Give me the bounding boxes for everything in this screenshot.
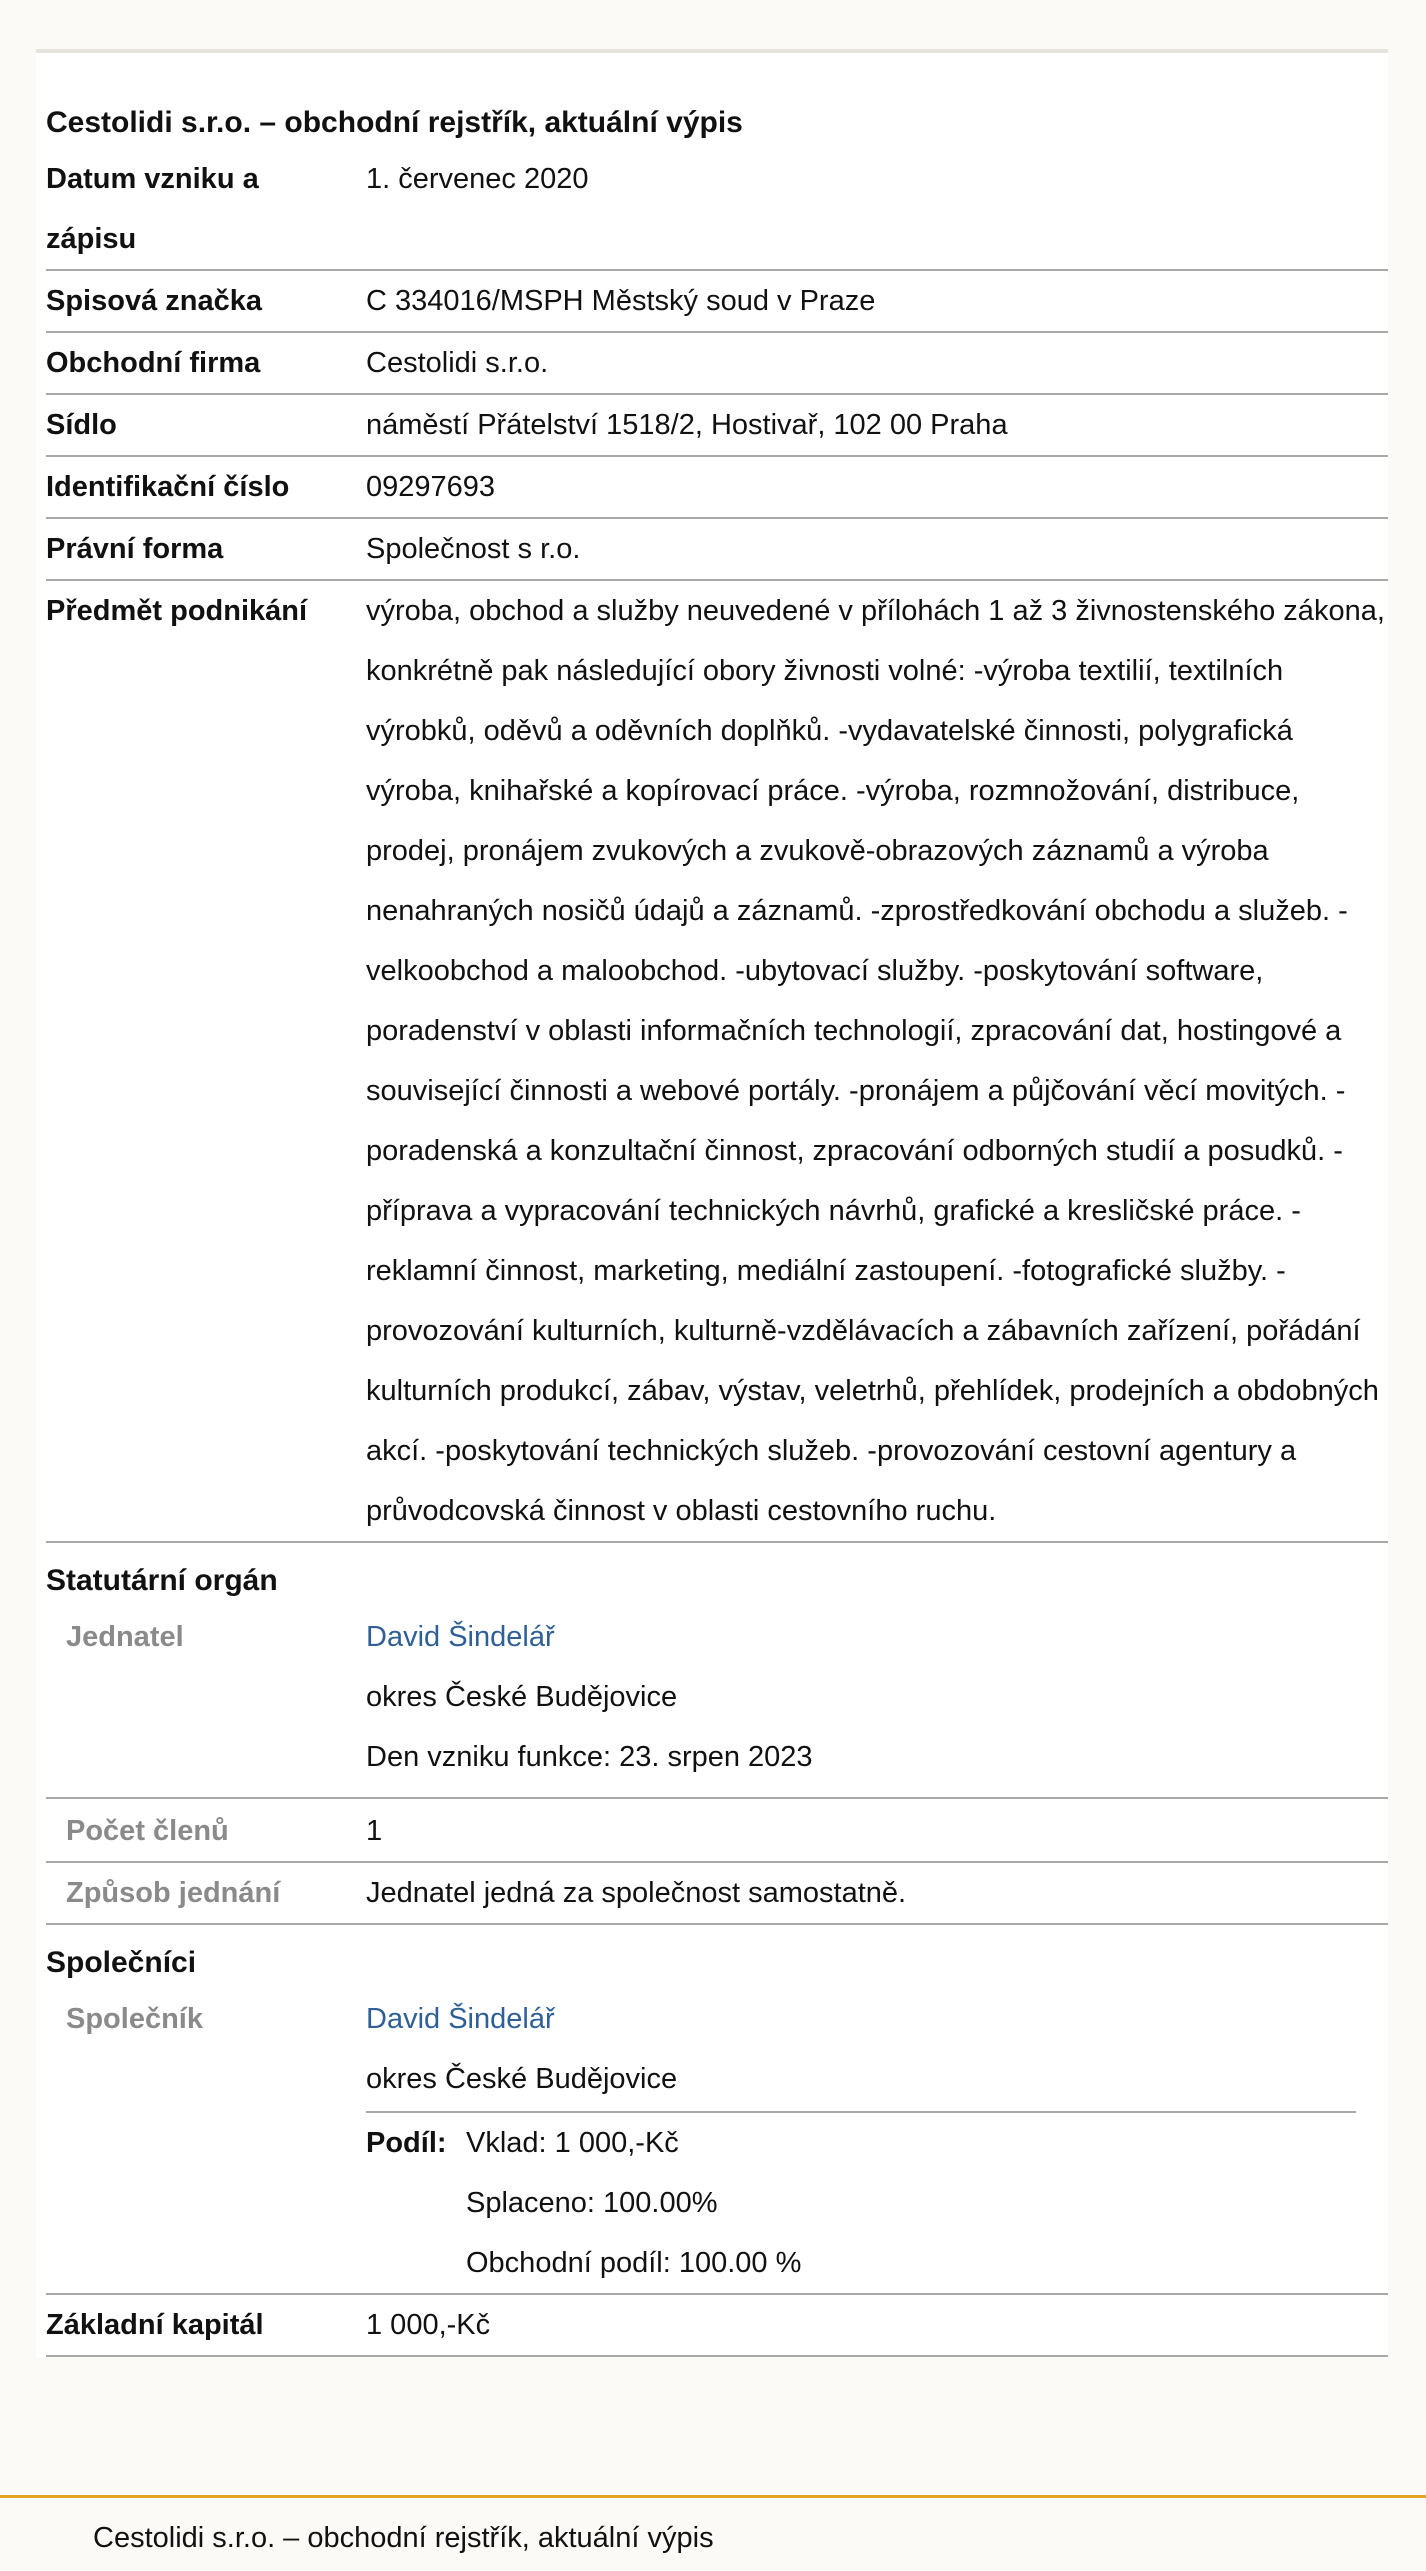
- person-district: okres České Budějovice: [366, 2063, 678, 2095]
- row-datum-vzniku: [46, 149, 1388, 271]
- field-value: 09297693: [366, 471, 496, 503]
- row-pocet-clenu: [46, 1799, 1388, 1863]
- field-label: Spisová značka: [46, 285, 262, 317]
- share-paid: Splaceno: 100.00%: [466, 2187, 718, 2219]
- person-link[interactable]: David Šindelář: [366, 1621, 555, 1653]
- sub-label: Společník: [66, 2003, 203, 2035]
- section-heading-statutarni: Statutární orgán: [46, 1564, 278, 1597]
- share-label: Podíl:: [366, 2127, 447, 2159]
- page-footer: [0, 2495, 1426, 2571]
- field-value: 1. červenec 2020: [366, 163, 589, 195]
- section-heading-spolecnici: Společníci: [46, 1946, 197, 1979]
- row-obchodni-firma: [46, 333, 1388, 395]
- row-pravni-forma: [46, 519, 1388, 581]
- share-block: [366, 2111, 1356, 2293]
- share-values: [466, 2113, 801, 2293]
- field-label: Sídlo: [46, 409, 117, 441]
- sub-label: Způsob jednání: [66, 1877, 281, 1909]
- spolecnik-details: [366, 1989, 1388, 2293]
- field-label: Základní kapitál: [46, 2309, 264, 2341]
- sub-label: Jednatel: [66, 1621, 184, 1653]
- field-value: náměstí Přátelství 1518/2, Hostivař, 102 00 Praha: [366, 409, 1008, 441]
- sub-value: Jednatel jedná za společnost samostatně.: [366, 1877, 907, 1909]
- row-sidlo: [46, 395, 1388, 457]
- share-percentage: Obchodní podíl: 100.00 %: [466, 2247, 802, 2279]
- person-link[interactable]: David Šindelář: [366, 2003, 555, 2035]
- field-value: výroba, obchod a služby neuvedené v přílohách 1 až 3 živnostenského zákona, konkrétně pak následující obory živnosti volné: -výroba textilií, textilních výrobků, oděvů a oděvních doplňků. -vydavatelské činnosti, polygrafická výroba, knihařské a kopírovací práce. -výroba, rozmnožování, distribuce, prodej, pronájem zvukových a zvukově-obrazových záznamů a výroba nenahraných nosičů údajů a záznamů. -zprostředkování obchodu a služeb. -velkoobchod a maloobchod. -ubytovací služby. -poskytování software, poradenství v oblasti informačních technologií, zpracování dat, hostingové a související činnosti a webové portály. -pronájem a půjčování věcí movitých. -poradenská a konzultační činnost, zpracování odborných studií a posudků. -příprava a vypracování technických návrhů, grafické a kresličské práce. -reklamní činnost, marketing, mediální zastoupení. -fotografické služby. -provozování kulturních, kulturně-vzdělávacích a zábavních zařízení, pořádání kulturních produkcí, zábav, výstav, veletrhů, přehlídek, prodejních a obdobných akcí. -poskytování technických služeb. -provozování cestovní agentury a průvodcovská činnost v oblasti cestovního ruchu.: [366, 595, 1385, 1527]
- field-label: Právní forma: [46, 533, 224, 565]
- row-zpusob-jednani: [46, 1863, 1388, 1925]
- sub-value: 1: [366, 1815, 383, 1847]
- function-start-date: Den vzniku funkce: 23. srpen 2023: [366, 1741, 813, 1773]
- footer-title: Cestolidi s.r.o. – obchodní rejstřík, aktuální výpis: [93, 2522, 714, 2554]
- field-value: Cestolidi s.r.o.: [366, 347, 549, 379]
- row-spolecnik: [46, 1989, 1388, 2295]
- jednatel-details: [366, 1607, 1388, 1797]
- person-district: okres České Budějovice: [366, 1681, 678, 1713]
- field-label: Obchodní firma: [46, 347, 261, 379]
- row-jednatel: [46, 1607, 1388, 1799]
- row-spisova-znacka: [46, 271, 1388, 333]
- row-predmet-podnikani: [46, 581, 1388, 1543]
- field-label: Identifikační číslo: [46, 471, 290, 503]
- field-value: 1 000,-Kč: [366, 2309, 491, 2341]
- row-zakladni-kapital: [46, 2295, 1388, 2357]
- registry-extract-card: [36, 49, 1388, 2357]
- row-ico: [46, 457, 1388, 519]
- field-label: Předmět podnikání: [46, 595, 308, 627]
- sub-label: Počet členů: [66, 1815, 229, 1847]
- field-label: Datum vzniku a zápisu: [46, 163, 259, 255]
- field-value: Společnost s r.o.: [366, 533, 581, 565]
- share-deposit: Vklad: 1 000,-Kč: [466, 2127, 679, 2159]
- page-title: Cestolidi s.r.o. – obchodní rejstřík, aktuální výpis: [46, 106, 743, 139]
- field-value: C 334016/MSPH Městský soud v Praze: [366, 285, 876, 317]
